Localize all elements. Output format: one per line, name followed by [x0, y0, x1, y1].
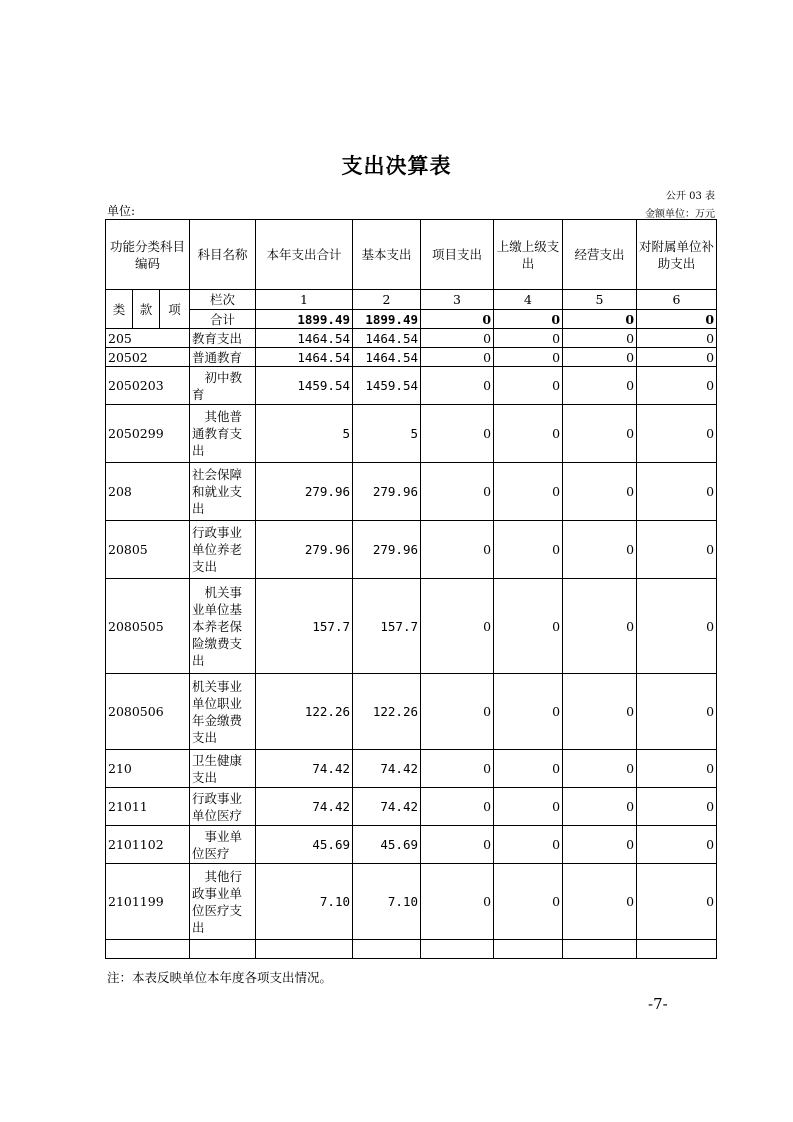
header-basic: 基本支出 [353, 220, 421, 290]
row-name: 教育支出 [190, 329, 256, 348]
row-name: 行政事业单位医疗 [190, 788, 256, 826]
row-upper: 0 [494, 329, 563, 348]
col-number: 6 [637, 290, 717, 310]
row-name: 机关事业单位基本养老保险缴费支出 [190, 579, 256, 674]
row-basic: 7.10 [353, 864, 421, 940]
empty-row [106, 940, 717, 959]
table-row [106, 521, 717, 579]
row-basic: 1459.54 [353, 367, 421, 405]
total-value: 1899.49 [256, 310, 353, 329]
row-project: 0 [421, 521, 494, 579]
row-total: 1464.54 [256, 348, 353, 367]
row-business: 0 [563, 826, 637, 864]
row-total: 122.26 [256, 674, 353, 750]
col-number: 3 [421, 290, 494, 310]
row-project: 0 [421, 750, 494, 788]
unit-label: 单位: [107, 204, 136, 218]
total-label: 合计 [190, 310, 256, 329]
row-subsidy: 0 [637, 788, 717, 826]
row-subsidy: 0 [637, 579, 717, 674]
column-number-row [106, 290, 717, 310]
row-upper: 0 [494, 521, 563, 579]
row-total: 1459.54 [256, 367, 353, 405]
empty-cell [106, 940, 190, 959]
row-business: 0 [563, 750, 637, 788]
row-business: 0 [563, 367, 637, 405]
row-code: 208 [106, 463, 190, 521]
row-code: 2050299 [106, 405, 190, 463]
expenditure-table [105, 219, 717, 959]
header-lanci: 栏次 [190, 290, 256, 310]
header-business: 经营支出 [563, 220, 637, 290]
row-code: 20805 [106, 521, 190, 579]
row-total: 74.42 [256, 750, 353, 788]
row-business: 0 [563, 348, 637, 367]
row-upper: 0 [494, 579, 563, 674]
empty-cell [256, 940, 353, 959]
row-total: 157.7 [256, 579, 353, 674]
row-upper: 0 [494, 367, 563, 405]
row-code: 2080505 [106, 579, 190, 674]
row-code: 21011 [106, 788, 190, 826]
row-project: 0 [421, 788, 494, 826]
empty-cell [563, 940, 637, 959]
project-value: 0 [421, 310, 494, 329]
row-total: 279.96 [256, 521, 353, 579]
row-project: 0 [421, 348, 494, 367]
header-row [106, 220, 717, 290]
row-name: 其他普通教育支出 [190, 405, 256, 463]
row-code: 2080506 [106, 674, 190, 750]
footnote: 注：本表反映单位本年度各项支出情况。 [107, 970, 333, 985]
row-total: 1464.54 [256, 329, 353, 348]
table-row [106, 367, 717, 405]
table-row [106, 329, 717, 348]
row-total: 7.10 [256, 864, 353, 940]
row-upper: 0 [494, 348, 563, 367]
row-basic: 5 [353, 405, 421, 463]
row-name: 其他行政事业单位医疗支出 [190, 864, 256, 940]
page-title: 支出决算表 [341, 153, 452, 178]
empty-cell [190, 940, 256, 959]
upper-value: 0 [494, 310, 563, 329]
row-business: 0 [563, 329, 637, 348]
row-business: 0 [563, 463, 637, 521]
row-project: 0 [421, 826, 494, 864]
subsidy-value: 0 [637, 310, 717, 329]
col-number: 2 [353, 290, 421, 310]
row-subsidy: 0 [637, 329, 717, 348]
header-total: 本年支出合计 [256, 220, 353, 290]
amount-unit: 金额单位：万元 [645, 209, 715, 220]
row-basic: 279.96 [353, 521, 421, 579]
row-code: 2101102 [106, 826, 190, 864]
row-project: 0 [421, 367, 494, 405]
row-name: 社会保障和就业支出 [190, 463, 256, 521]
row-upper: 0 [494, 463, 563, 521]
row-upper: 0 [494, 750, 563, 788]
row-basic: 1464.54 [353, 329, 421, 348]
row-subsidy: 0 [637, 674, 717, 750]
row-upper: 0 [494, 674, 563, 750]
row-subsidy: 0 [637, 864, 717, 940]
table-row [106, 405, 717, 463]
table-row [106, 674, 717, 750]
row-upper: 0 [494, 826, 563, 864]
row-basic: 157.7 [353, 579, 421, 674]
row-subsidy: 0 [637, 521, 717, 579]
row-subsidy: 0 [637, 750, 717, 788]
empty-cell [494, 940, 563, 959]
row-project: 0 [421, 674, 494, 750]
table-row [106, 788, 717, 826]
row-code: 20502 [106, 348, 190, 367]
header-kuan: 款 [133, 290, 160, 329]
row-code: 2101199 [106, 864, 190, 940]
row-code: 2050203 [106, 367, 190, 405]
row-basic: 74.42 [353, 750, 421, 788]
header-lei: 类 [106, 290, 133, 329]
header-xiang: 项 [160, 290, 190, 329]
header-project: 项目支出 [421, 220, 494, 290]
row-business: 0 [563, 405, 637, 463]
business-value: 0 [563, 310, 637, 329]
form-number: 公开 03 表 [665, 191, 715, 202]
row-basic: 1464.54 [353, 348, 421, 367]
row-upper: 0 [494, 405, 563, 463]
col-number: 4 [494, 290, 563, 310]
row-business: 0 [563, 674, 637, 750]
row-code: 205 [106, 329, 190, 348]
row-basic: 122.26 [353, 674, 421, 750]
row-basic: 45.69 [353, 826, 421, 864]
row-business: 0 [563, 521, 637, 579]
row-name: 行政事业单位养老支出 [190, 521, 256, 579]
table-row [106, 826, 717, 864]
row-total: 5 [256, 405, 353, 463]
empty-cell [421, 940, 494, 959]
row-business: 0 [563, 579, 637, 674]
header-name: 科目名称 [190, 220, 256, 290]
row-name: 事业单位医疗 [190, 826, 256, 864]
row-subsidy: 0 [637, 405, 717, 463]
row-upper: 0 [494, 864, 563, 940]
table-row [106, 463, 717, 521]
row-subsidy: 0 [637, 348, 717, 367]
header-subsidy: 对附属单位补助支出 [637, 220, 717, 290]
row-business: 0 [563, 864, 637, 940]
row-name: 初中教育 [190, 367, 256, 405]
empty-cell [353, 940, 421, 959]
row-upper: 0 [494, 788, 563, 826]
row-code: 210 [106, 750, 190, 788]
row-project: 0 [421, 329, 494, 348]
row-basic: 279.96 [353, 463, 421, 521]
row-project: 0 [421, 579, 494, 674]
total-row [106, 310, 717, 329]
col-number: 1 [256, 290, 353, 310]
row-project: 0 [421, 463, 494, 521]
header-code: 功能分类科目编码 [106, 220, 190, 290]
header-upper: 上缴上级支出 [494, 220, 563, 290]
table-row [106, 750, 717, 788]
table-row [106, 579, 717, 674]
row-name: 机关事业单位职业年金缴费支出 [190, 674, 256, 750]
row-total: 279.96 [256, 463, 353, 521]
row-name: 普通教育 [190, 348, 256, 367]
row-total: 45.69 [256, 826, 353, 864]
table-row [106, 348, 717, 367]
basic-value: 1899.49 [353, 310, 421, 329]
empty-cell [637, 940, 717, 959]
page-number: -7- [648, 995, 668, 1013]
row-subsidy: 0 [637, 367, 717, 405]
row-basic: 74.42 [353, 788, 421, 826]
row-business: 0 [563, 788, 637, 826]
row-project: 0 [421, 405, 494, 463]
row-subsidy: 0 [637, 826, 717, 864]
row-project: 0 [421, 864, 494, 940]
row-name: 卫生健康支出 [190, 750, 256, 788]
row-total: 74.42 [256, 788, 353, 826]
row-subsidy: 0 [637, 463, 717, 521]
table-row [106, 864, 717, 940]
col-number: 5 [563, 290, 637, 310]
